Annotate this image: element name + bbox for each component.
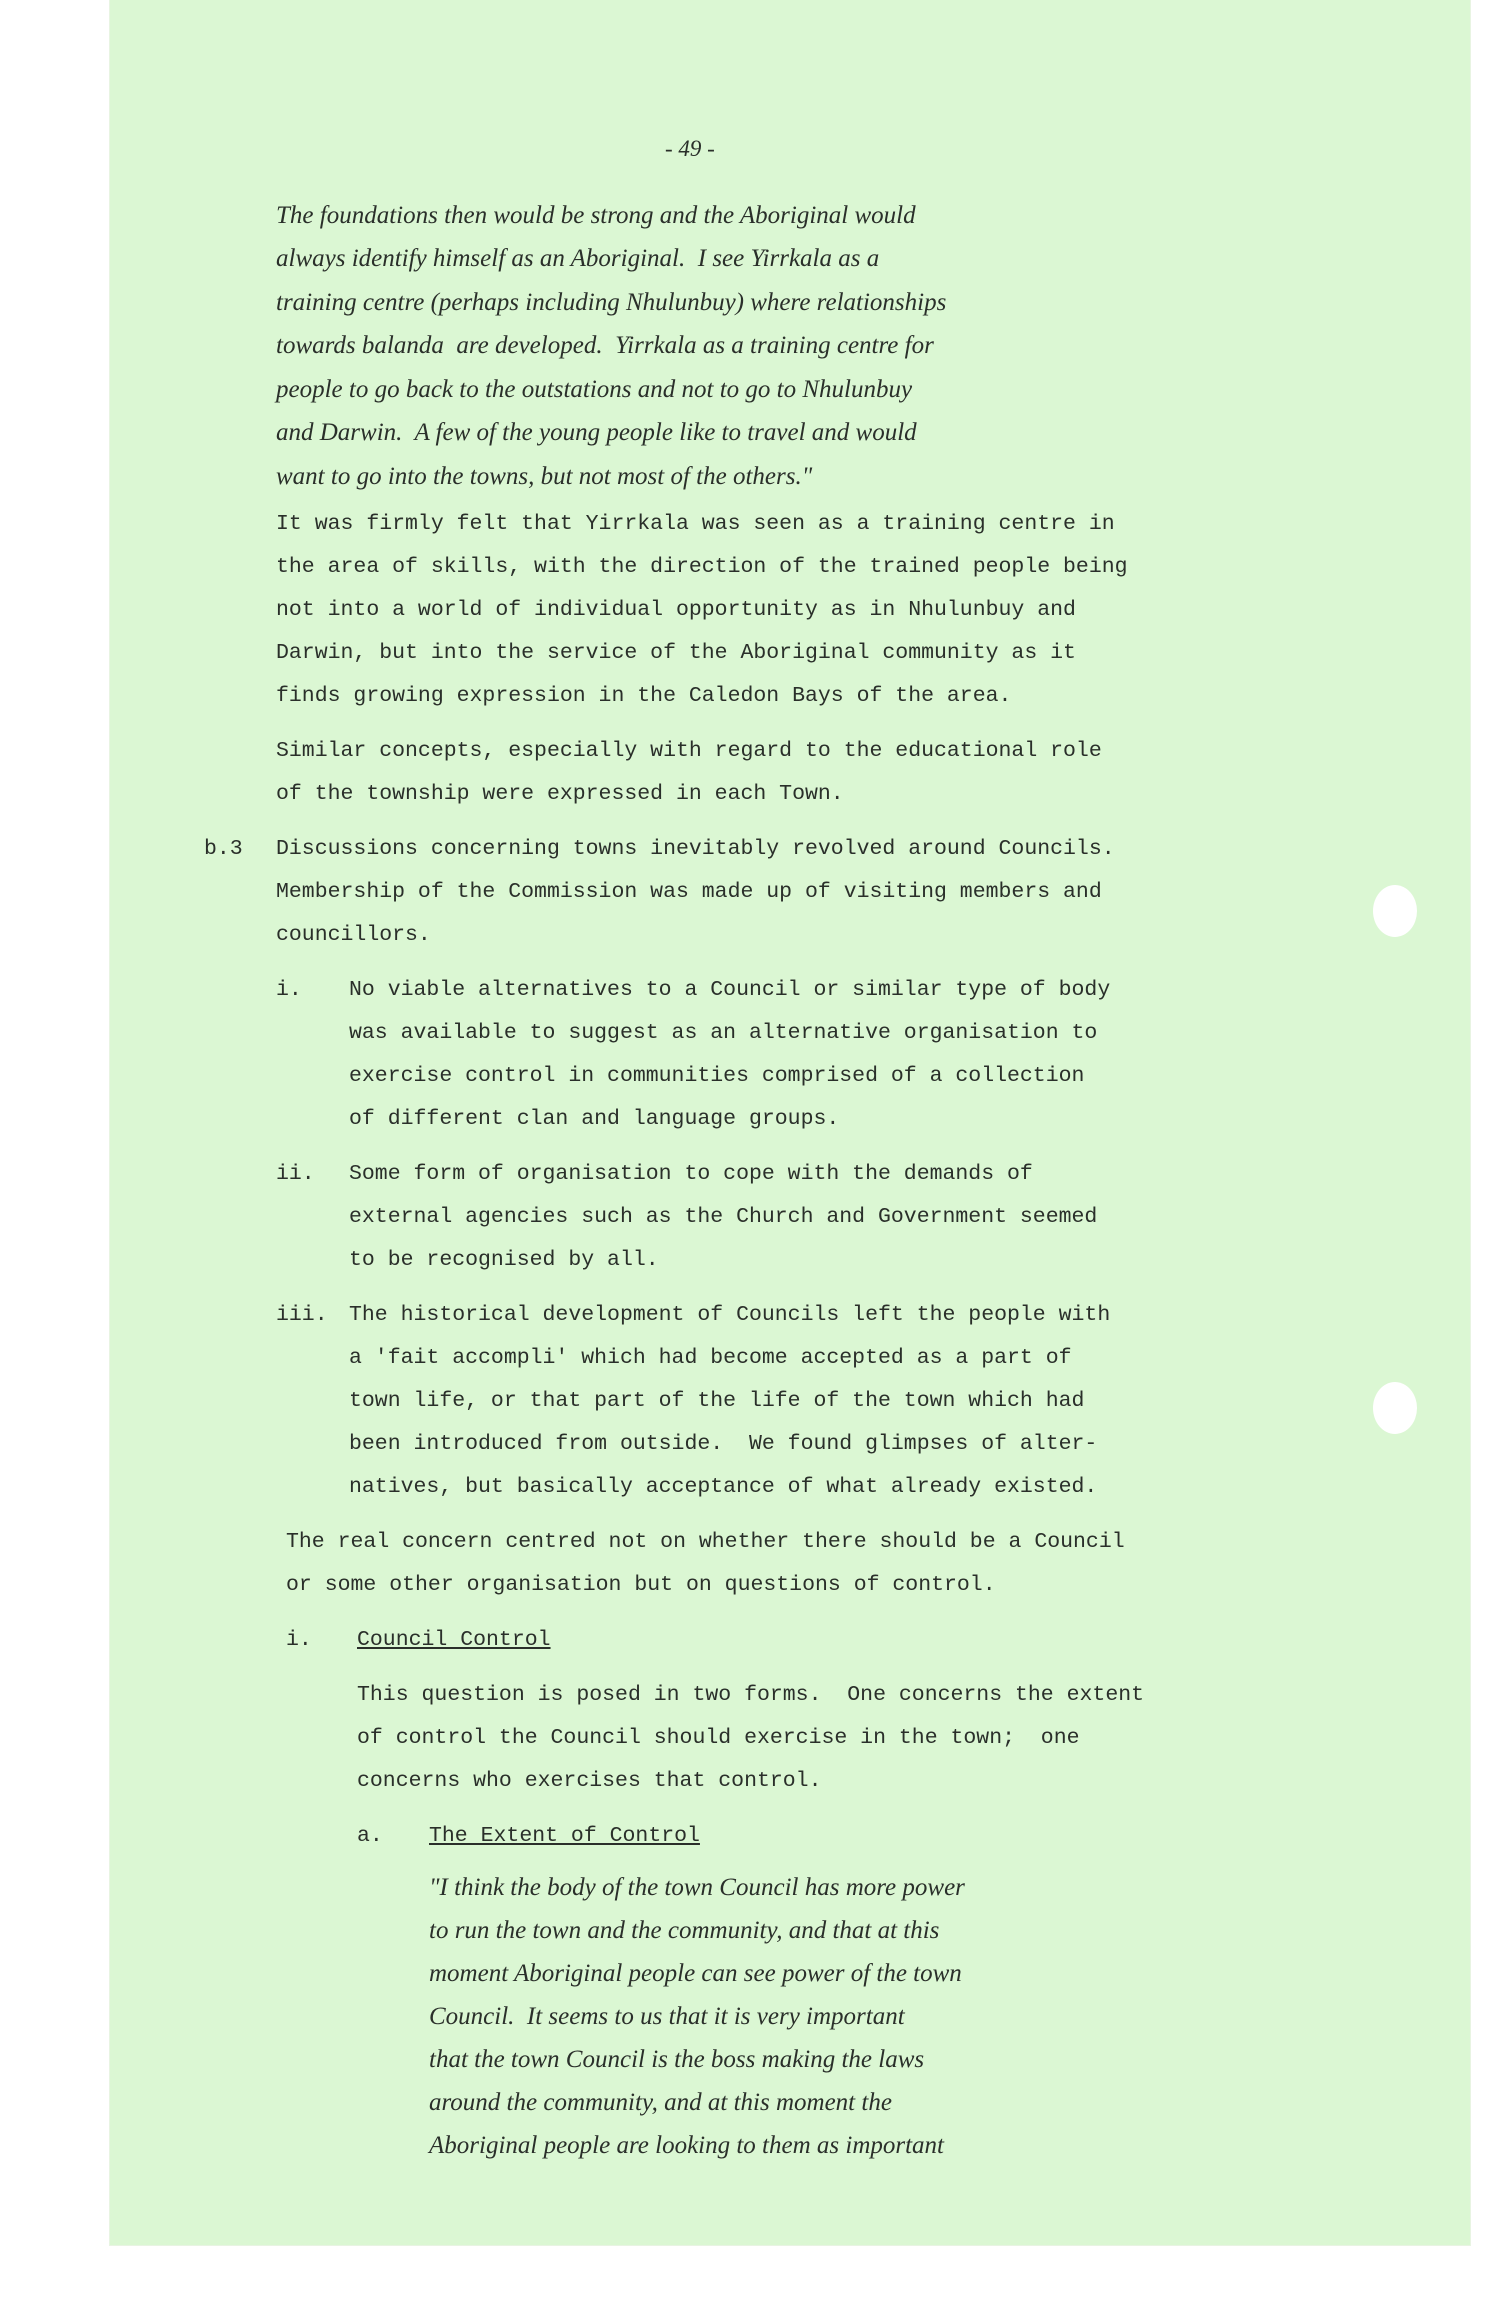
subsection-marker: i. <box>286 1628 312 1652</box>
text-line: or some other organisation but on questions of control. <box>286 1573 996 1597</box>
text-line: the area of skills, with the direction of the trained people being <box>276 555 1128 579</box>
subsection-marker: a. <box>357 1824 383 1848</box>
text-line: of the township were expressed in each Town. <box>276 782 844 806</box>
quote-line: towards balanda are developed. Yirrkala as a training centre for <box>276 332 934 359</box>
text-line: No viable alternatives to a Council or similar type of body <box>349 978 1111 1002</box>
text-line: was available to suggest as an alternative organisation to <box>349 1021 1098 1045</box>
quote-line: want to go into the towns, but not most of the others." <box>276 463 813 490</box>
text-line: Similar concepts, especially with regard to the educational role <box>276 739 1102 763</box>
quote-line: always identify himself as an Aboriginal. I see Yirrkala as a <box>276 245 880 272</box>
text-line: exercise control in communities comprised of a collection <box>349 1064 1085 1088</box>
text-line: councillors. <box>276 923 431 947</box>
text-line: Membership of the Commission was made up of visiting members and <box>276 880 1102 904</box>
list-marker: iii. <box>276 1303 328 1327</box>
text-line: Darwin, but into the service of the Aboriginal community as it <box>276 641 1076 665</box>
text-line: Some form of organisation to cope with the demands of <box>349 1162 1033 1186</box>
text-line: natives, but basically acceptance of what already existed. <box>349 1475 1098 1499</box>
quote-line: Council. It seems to us that it is very important <box>429 2003 905 2030</box>
punch-hole-top <box>1373 885 1417 937</box>
text-line: a 'fait accompli' which had become accepted as a part of <box>349 1346 1072 1370</box>
text-line: This question is posed in two forms. One concerns the extent <box>357 1683 1145 1707</box>
list-marker: ii. <box>276 1162 315 1186</box>
quote-line: to run the town and the community, and that at this <box>429 1917 940 1944</box>
text-line: town life, or that part of the life of the town which had <box>349 1389 1085 1413</box>
text-line: The historical development of Councils left the people with <box>349 1303 1111 1327</box>
list-marker: i. <box>276 978 302 1002</box>
quote-line: moment Aboriginal people can see power of the town <box>429 1960 962 1987</box>
quote-line: training centre (perhaps including Nhulunbuy) where relationships <box>276 289 947 316</box>
subsection-heading: The Extent of Control <box>429 1824 700 1848</box>
text-line: The real concern centred not on whether there should be a Council <box>286 1530 1125 1554</box>
quote-line: people to go back to the outstations and not to go to Nhulunbuy <box>276 376 913 403</box>
quote-line: "I think the body of the town Council has more power <box>429 1874 965 1901</box>
punch-hole-bottom <box>1373 1382 1417 1434</box>
subsection-heading: Council Control <box>357 1628 551 1652</box>
quote-line: and Darwin. A few of the young people like to travel and would <box>276 419 917 446</box>
text-line: of different clan and language groups. <box>349 1107 840 1131</box>
text-line: been introduced from outside. We found glimpses of alter- <box>349 1432 1098 1456</box>
text-line: concerns who exercises that control. <box>357 1769 822 1793</box>
page-number: - 49 - <box>665 136 715 161</box>
quote-line: The foundations then would be strong and the Aboriginal would <box>276 202 916 229</box>
section-marker: b.3 <box>204 837 243 861</box>
text-line: to be recognised by all. <box>349 1248 659 1272</box>
quote-line: around the community, and at this moment the <box>429 2089 892 2116</box>
quote-line: Aboriginal people are looking to them as important <box>429 2132 945 2159</box>
text-line: of control the Council should exercise in the town; one <box>357 1726 1080 1750</box>
quote-line: that the town Council is the boss making the laws <box>429 2046 925 2073</box>
text-line: not into a world of individual opportunity as in Nhulunbuy and <box>276 598 1076 622</box>
text-line: Discussions concerning towns inevitably revolved around Councils. <box>276 837 1115 861</box>
text-line: It was firmly felt that Yirrkala was seen as a training centre in <box>276 512 1115 536</box>
text-line: external agencies such as the Church and Government seemed <box>349 1205 1098 1229</box>
text-line: finds growing expression in the Caledon Bays of the area. <box>276 684 1012 708</box>
